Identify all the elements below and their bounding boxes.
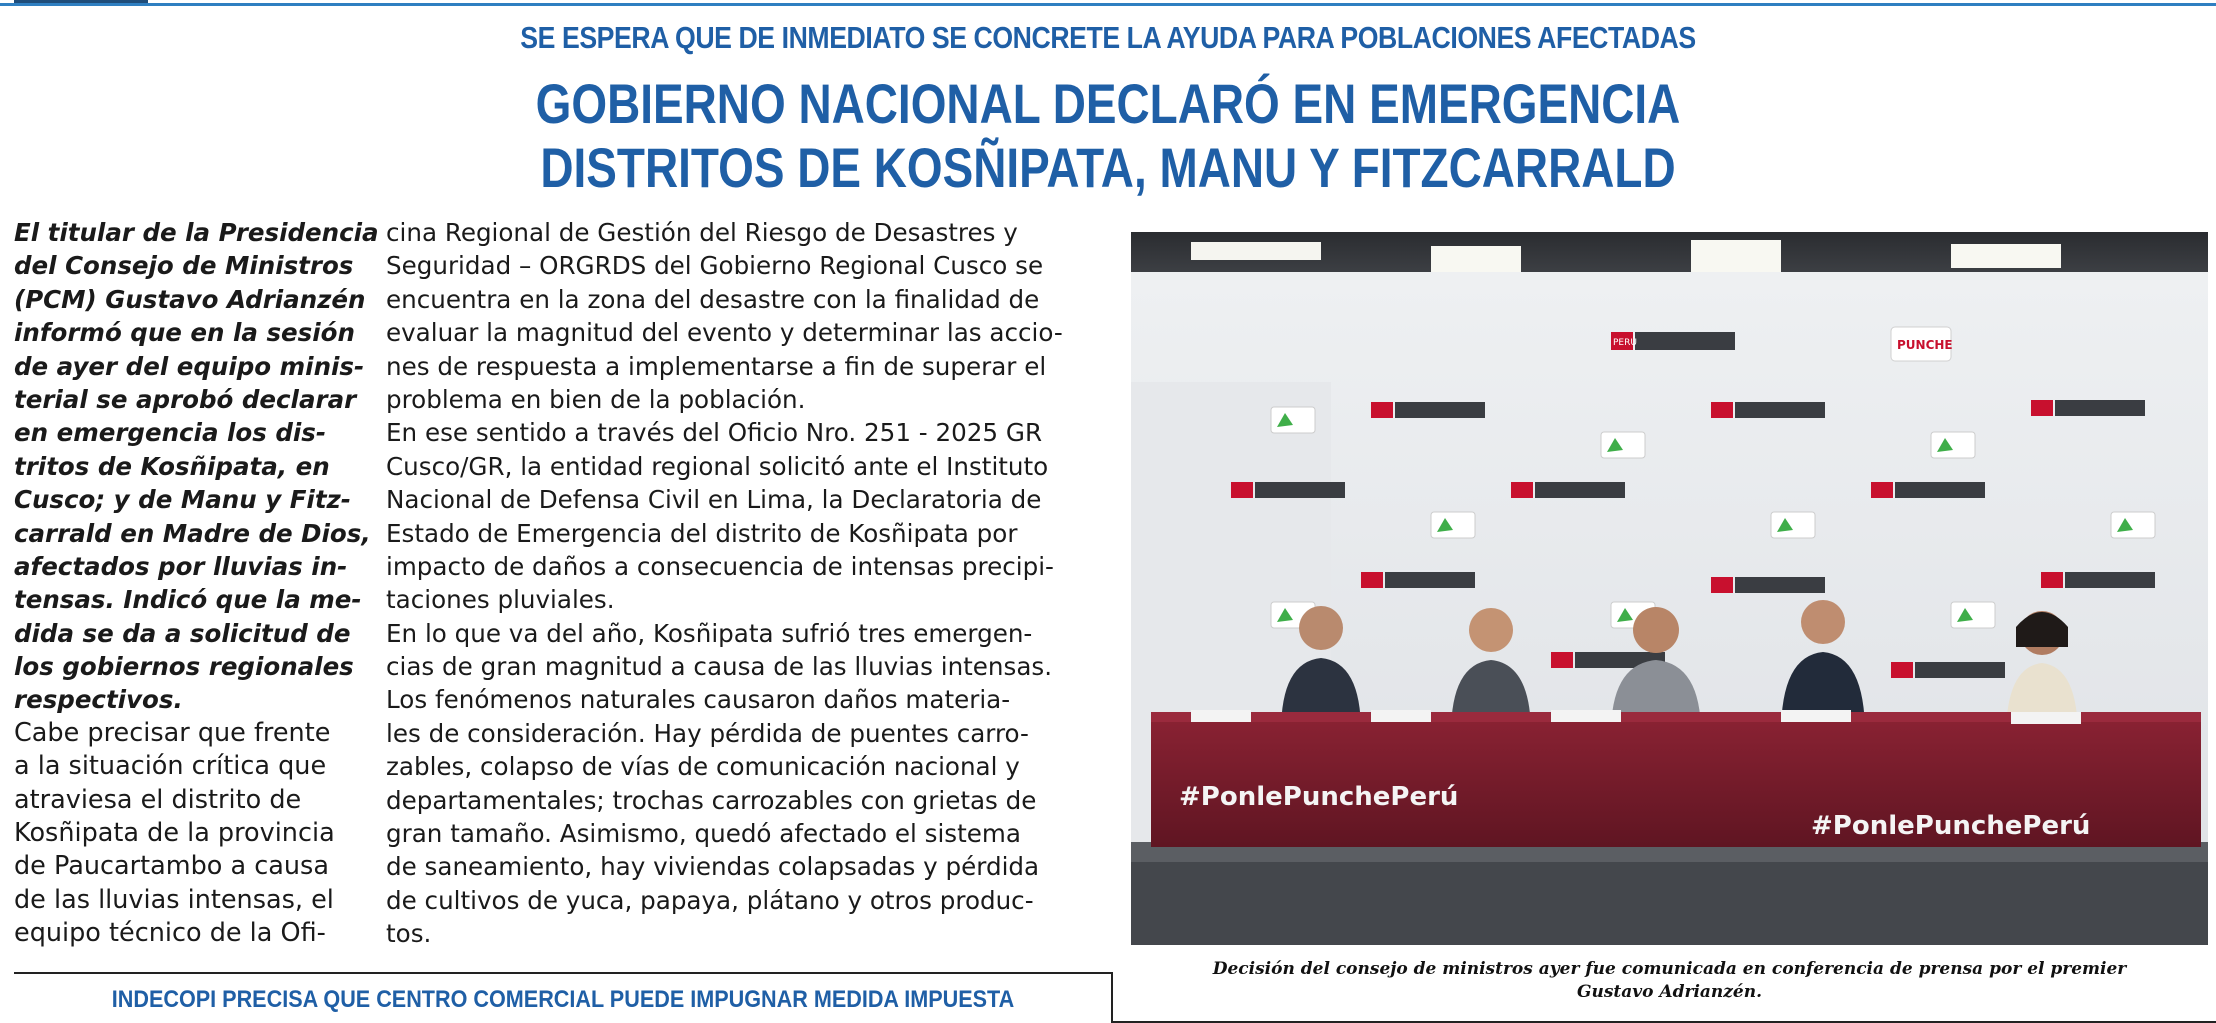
body-line: atraviesa el distrito de (14, 784, 302, 815)
lead-line: afectados por lluvias in- (14, 551, 348, 581)
lead-line: informó que en la sesión (14, 318, 355, 348)
body-line: En lo que va del año, Kosñipata sufrió tres emergen- (386, 618, 1033, 648)
photo-illustration (1131, 232, 2208, 945)
body-line: de Paucartambo a causa (14, 851, 329, 882)
body-line: de las lluvias intensas, el (14, 884, 334, 915)
body-line: departamentales; trochas carrozables con grietas de (386, 785, 1037, 815)
body-line: de saneamiento, hay viviendas colapsadas y pérdida (386, 852, 1040, 882)
body-line: gran tamaño. Asimismo, quedó afectado el sistema (386, 819, 1021, 849)
body-line: Cusco/GR, la entidad regional solicitó ante el Instituto (386, 451, 1049, 481)
body-line: problema en bien de la población. (386, 384, 806, 414)
headline-line-2: DISTRITOS DE KOSÑIPATA, MANU Y FITZCARRALD (540, 136, 1676, 199)
lead-line: tritos de Kosñipata, en (14, 451, 330, 481)
banner-text-left: #PonlePunchePerú (1179, 782, 1459, 812)
body-line: taciones pluviales. (386, 585, 615, 615)
body-line: Kosñipata de la provincia (14, 818, 335, 849)
lead-line: Cusco; y de Manu y Fitz- (14, 485, 351, 515)
lead-line: dida se da a solicitud de (14, 618, 351, 648)
body-line: Nacional de Defensa Civil en Lima, la Declaratoria de (386, 485, 1042, 515)
body-line: cias de gran magnitud a causa de las lluvias intensas. (386, 652, 1053, 682)
lead-line: carrald en Madre de Dios, (14, 518, 371, 548)
body-line: les de consideración. Hay pérdida de puentes carro- (386, 718, 1029, 748)
body-line: a la situación crítica que (14, 751, 327, 782)
body-line: Los fenómenos naturales causaron daños materia- (386, 685, 1011, 715)
kicker: SE ESPERA QUE DE INMEDIATO SE CONCRETE LA AYUDA PARA POBLACIONES AFECTADAS (520, 20, 1696, 55)
body-line: de cultivos de yuca, papaya, plátano y otros produc- (386, 885, 1034, 915)
press-conference-photo (1131, 232, 2208, 945)
body-line: Estado de Emergencia del distrito de Kosñipata por (386, 518, 1018, 548)
lead-line: de ayer del equipo minis- (14, 351, 365, 381)
photo-caption (1131, 958, 2208, 1004)
body-line: equipo técnico de la Ofi- (14, 918, 326, 949)
body-line: Seguridad – ORGRDS del Gobierno Regional Cusco se (386, 251, 1044, 281)
head-table (1151, 710, 2201, 847)
body-line: evaluar la magnitud del evento y determinar las accio- (386, 318, 1063, 348)
lead-line: los gobiernos regionales (14, 652, 354, 682)
body-line: impacto de daños a consecuencia de intensas precipi- (386, 551, 1054, 581)
caption-line-2: Gustavo Adrianzén. (1576, 982, 1763, 1002)
lead-line: (PCM) Gustavo Adrianzén (14, 284, 366, 314)
headline (199, 72, 2016, 200)
body-line: En ese sentido a través del Oficio Nro. 251 - 2025 GR (386, 418, 1043, 448)
lead-line: en emergencia los dis- (14, 418, 327, 448)
column-2 (386, 216, 1090, 951)
body-line: cina Regional de Gestión del Riesgo de Desastres y (386, 218, 1018, 247)
body-line: Cabe precisar que frente (14, 717, 331, 748)
body-line: tos. (386, 919, 432, 949)
headline-line-1: GOBIERNO NACIONAL DECLARÓ EN EMERGENCIA (535, 72, 1681, 135)
lead-line: del Consejo de Ministros (14, 251, 354, 281)
top-rule (0, 3, 2216, 6)
logo-text: PUNCHE (1897, 338, 1953, 352)
banner-text-right: #PonlePunchePerú (1811, 811, 2091, 841)
body-line: zables, colapso de vías de comunicación nacional y (386, 752, 1020, 782)
lead-line: respectivos. (14, 685, 183, 715)
body-line: encuentra en la zona del desastre con la finalidad de (386, 284, 1040, 314)
lead-line: tensas. Indicó que la me- (14, 585, 362, 615)
bottom-rule-vertical (1111, 972, 1113, 1023)
next-story-teaser: INDECOPI PRECISA QUE CENTRO COMERCIAL PUEDE IMPUGNAR MEDIDA IMPUESTA (111, 986, 1015, 1013)
body-line: nes de respuesta a implementarse a fin de superar el (386, 351, 1047, 381)
column-1 (14, 216, 379, 951)
lead-line: terial se aprobó declarar (14, 384, 357, 414)
bottom-rule (14, 972, 1112, 974)
backdrop-badge: PERÚ (1613, 338, 1637, 348)
lead-line: El titular de la Presidencia (14, 218, 379, 247)
caption-line-1: Decisión del consejo de ministros ayer fue comunicada en conferencia de prensa por el premier (1212, 959, 2127, 979)
